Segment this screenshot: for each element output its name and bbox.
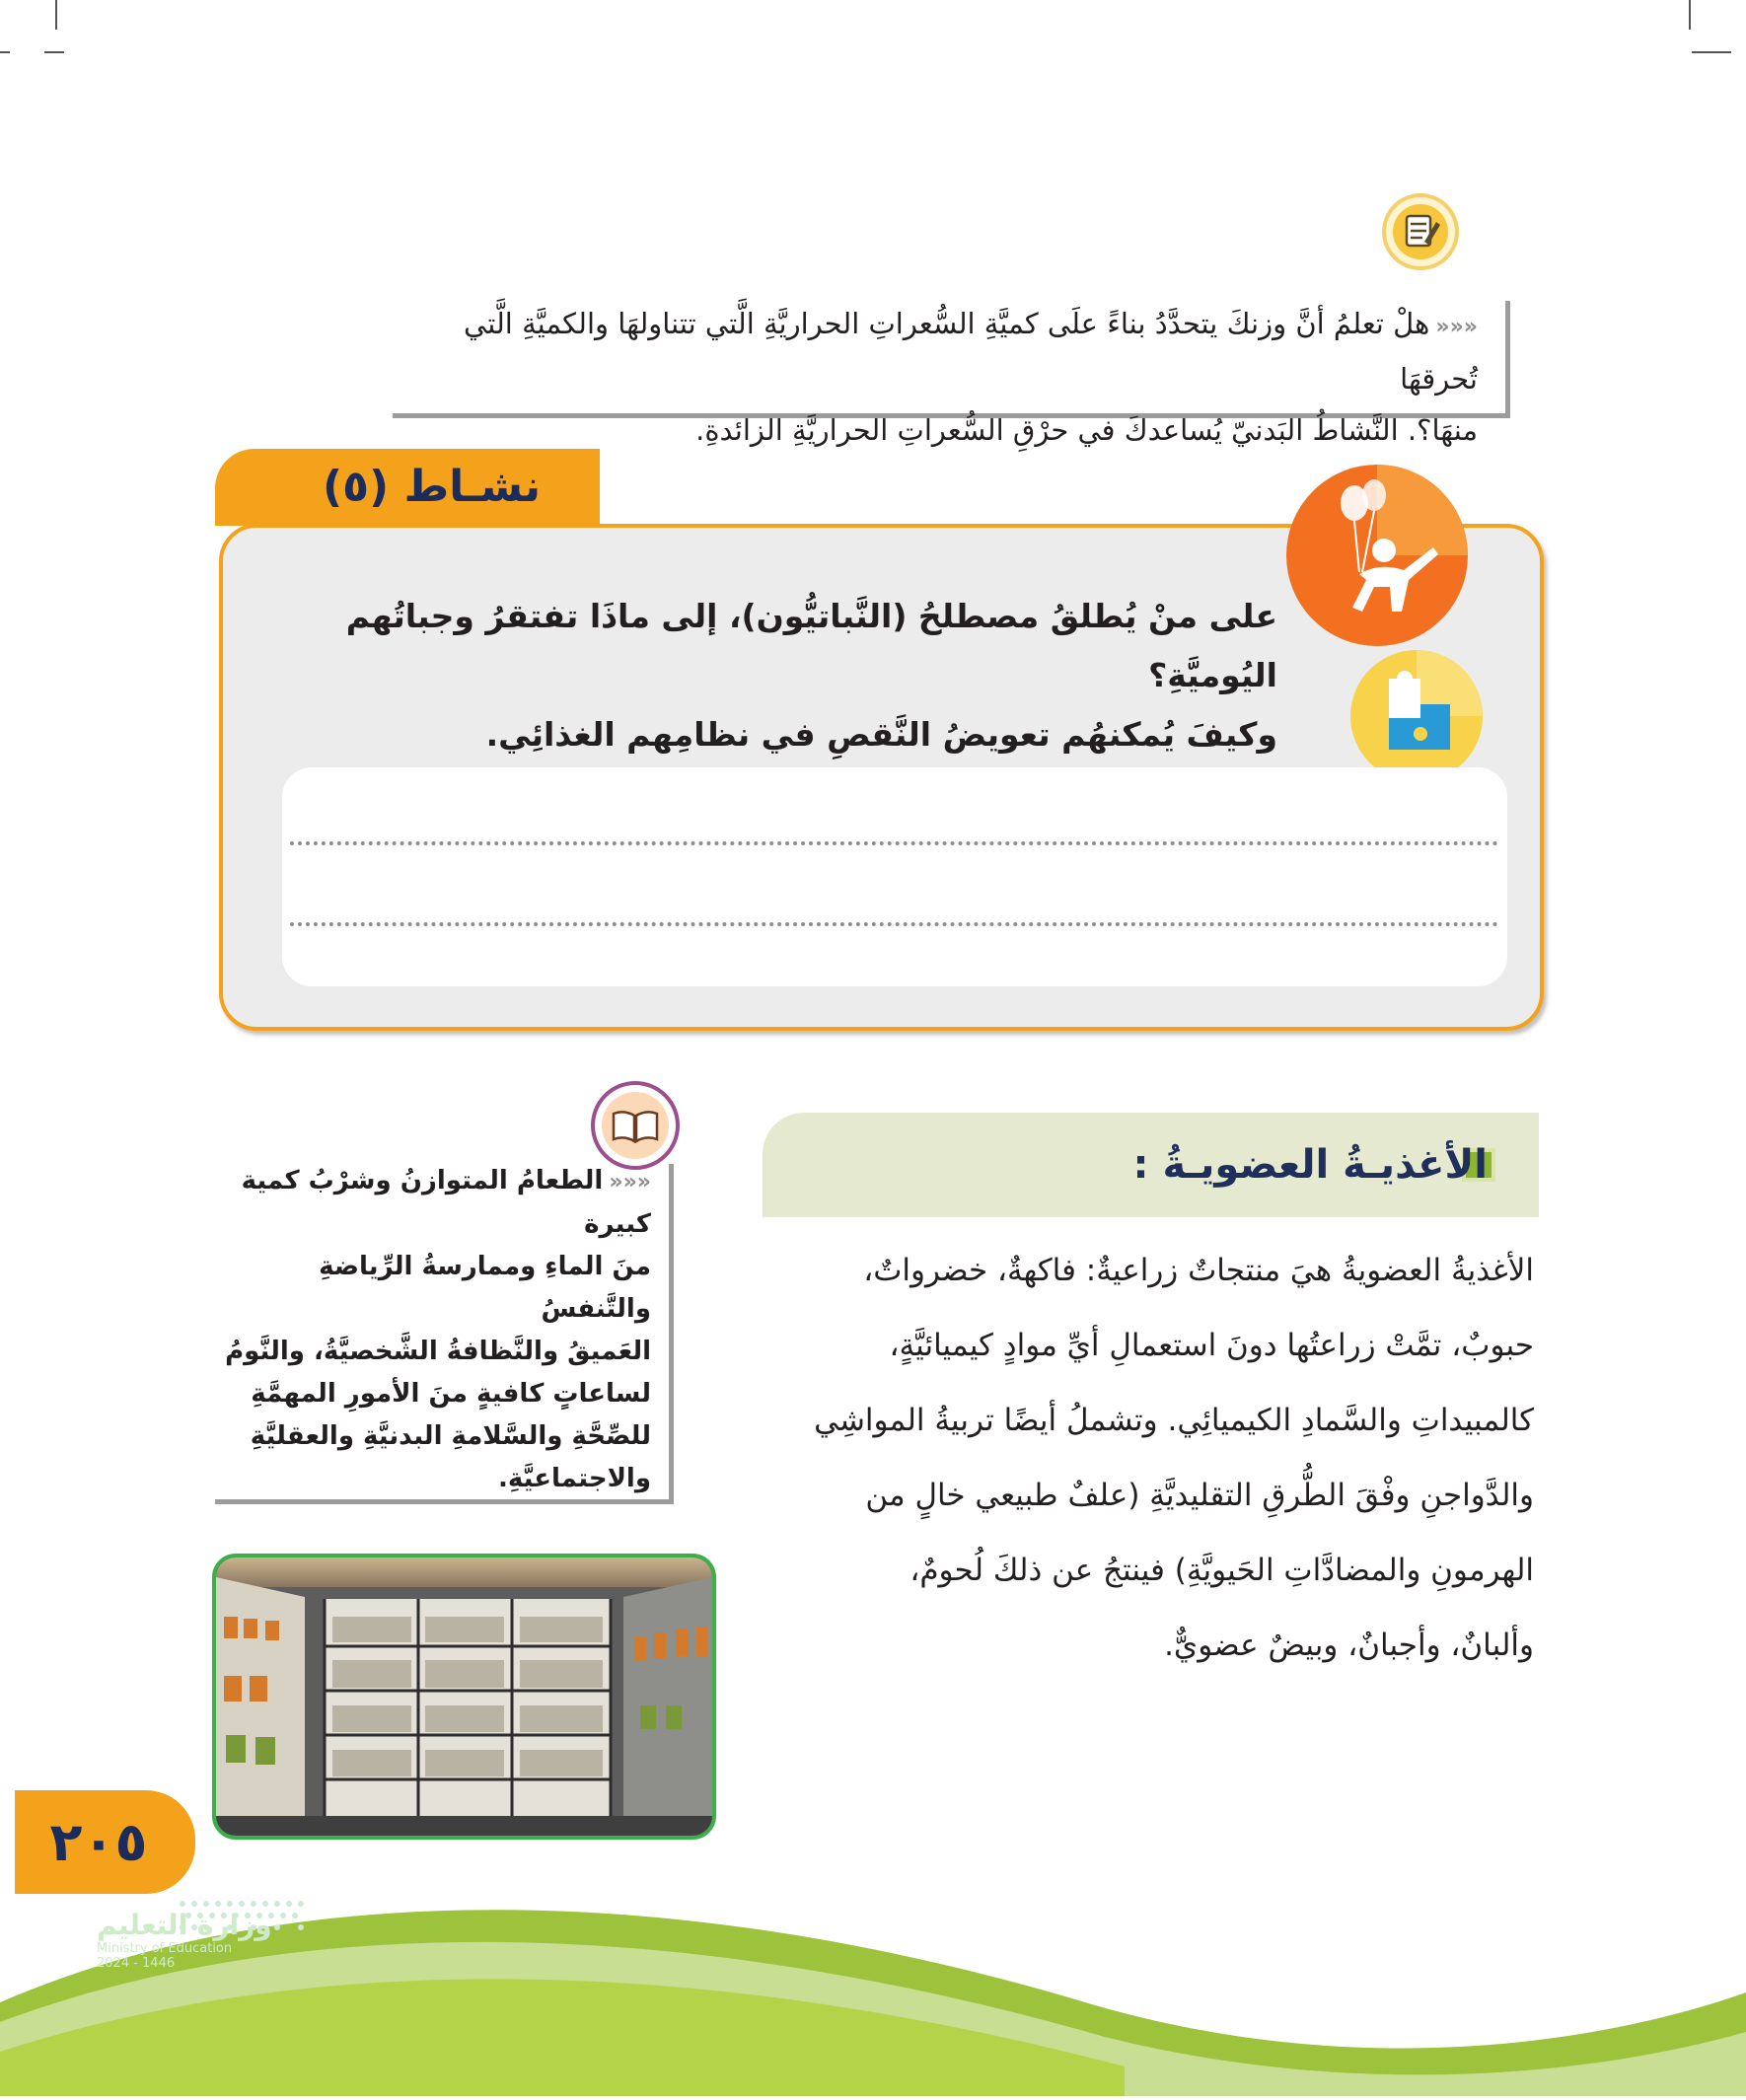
ministry-year: 2024 - 1446 — [97, 1956, 176, 1971]
section-body — [750, 1233, 1534, 1683]
ministry-name-ar: وزارة التعليم — [97, 1909, 272, 1941]
crop-mark — [1689, 0, 1691, 30]
body-line: الأغذيةُ العضويةُ هيَ منتجاتٌ زراعيةٌ: فاكهةٌ، خضرواتٌ، — [863, 1253, 1534, 1288]
answer-line-1[interactable] — [290, 841, 1498, 845]
activity-person-icon — [1285, 464, 1470, 648]
side-note-line: والاجتماعيَّةِ. — [498, 1464, 651, 1493]
body-line: والدَّواجنِ وفْقَ الطُّرقِ التقليديَّةِ (علفٌ طبيعي خالٍ من — [865, 1478, 1534, 1513]
side-note-line: «««الطعامُ المتوازنُ وشرْبُ كمية كبيرة — [241, 1166, 651, 1239]
body-line: وألبانٌ، وأجبانٌ، وبيضٌ عضويٌّ. — [1164, 1628, 1534, 1663]
side-note-text — [215, 1160, 651, 1500]
side-note-line: للصِّحَّةِ والسَّلامةِ البدنيَّةِ والعقليَّةِ — [250, 1421, 651, 1451]
activity-question — [296, 587, 1277, 764]
body-line: كالمبيداتِ والسَّمادِ الكيميائِي. وتشملُ أيضًا تربيةُ المواشِي — [814, 1403, 1534, 1438]
chevron-icon: ««« — [609, 1170, 651, 1195]
crop-mark — [55, 0, 57, 30]
tip-line-2: منهَا؟. النَّشاطُ البَدنيّ يُساعدكَ في حرْقِ السُّعراتِ الحراريَّةِ الزائدةِ. — [695, 413, 1478, 447]
activity-question-line-1: على منْ يُطلقُ مصطلحُ (النَّباتيُّون)، إلى ماذَا تفتقرُ وجباتُهم اليُوميَّةِ؟ — [345, 597, 1277, 694]
activity-title: نشـاط (٥) — [323, 462, 541, 512]
book-icon — [590, 1080, 681, 1171]
notes-icon — [1381, 192, 1480, 271]
ministry-logo — [97, 1909, 324, 1971]
side-note-line: لساعاتٍ كافيةٍ منَ الأمورِ المهمَّةِ — [251, 1379, 651, 1409]
page-number: ٢٠٥ — [49, 1811, 148, 1873]
tip-line-1: «««هلْ تعلمُ أنَّ وزنكَ يتحدَّدُ بناءً علَى كميَّةِ السُّعراتِ الحراريَّةِ الَّتي تتناولهَا والكميَّةِ الَّتي تُحرقهَا — [464, 307, 1478, 396]
body-line: حبوبٌ، تمَّتْ زراعتُها دونَ استعمالِ أيِّ موادٍ كيميائيَّةٍ، — [889, 1328, 1534, 1363]
section-title: الأغذيـةُ العضويـةُ : — [1132, 1142, 1488, 1188]
crop-mark — [44, 51, 64, 53]
crop-mark — [1692, 51, 1731, 53]
body-line: الهرمونِ والمضادَّاتِ الحَيويَّةِ) فينتجُ عن ذلكَ لُحومٌ، — [909, 1553, 1534, 1588]
chevron-icon: ««« — [1435, 315, 1478, 339]
ministry-name-en: Ministry of Education — [97, 1941, 233, 1956]
footer-swoosh — [0, 1854, 1746, 2096]
answer-line-2[interactable] — [290, 922, 1498, 926]
puzzle-icon — [1349, 649, 1485, 784]
activity-question-line-2: وكيفَ يُمكنهُم تعويضُ النَّقصِ في نظامِهم الغذائِي. — [485, 715, 1277, 754]
answer-area[interactable] — [282, 767, 1507, 986]
tip-text — [395, 298, 1478, 456]
side-note-line: العَميقُ والنَّظافةُ الشَّخصيَّةُ، والنَّومُ — [225, 1337, 651, 1366]
side-note-line: منَ الماءِ وممارسةُ الرِّياضةِ والتَّنفسُ — [319, 1252, 651, 1324]
organic-store-photo — [212, 1554, 716, 1840]
crop-mark — [0, 51, 10, 53]
